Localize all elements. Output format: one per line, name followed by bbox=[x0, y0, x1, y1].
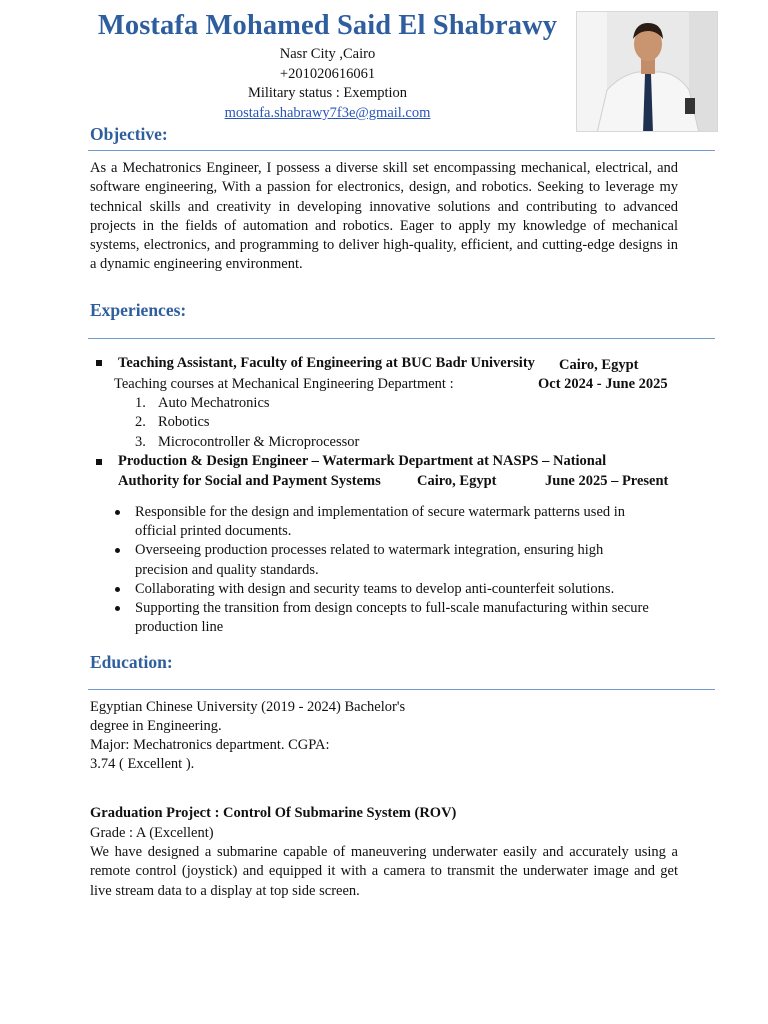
course-number: 1. bbox=[135, 395, 146, 411]
bullet-icon bbox=[115, 587, 120, 592]
education-heading: Education: bbox=[90, 652, 173, 672]
job1-dates: Oct 2024 - June 2025 bbox=[538, 376, 668, 392]
email-row bbox=[0, 104, 655, 124]
job1-location: Cairo, Egypt bbox=[559, 357, 639, 373]
project-title: Graduation Project : Control Of Submarine System (ROV) bbox=[90, 805, 457, 821]
education-line: 3.74 ( Excellent ). bbox=[90, 756, 195, 772]
responsibility-item: Overseeing production processes related to watermark integration, ensuring high bbox=[135, 542, 604, 558]
course-item: Auto Mechatronics bbox=[158, 395, 270, 411]
responsibility-item: Supporting the transition from design concepts to full-scale manufacturing within secure bbox=[135, 600, 649, 616]
job1-title: Teaching Assistant, Faculty of Engineering at BUC Badr University bbox=[118, 355, 535, 371]
course-item: Robotics bbox=[158, 414, 210, 430]
job1-subtitle: Teaching courses at Mechanical Engineering Department : bbox=[114, 376, 454, 392]
square-bullet-icon bbox=[96, 360, 102, 366]
profile-photo bbox=[576, 11, 718, 132]
square-bullet-icon bbox=[96, 459, 102, 465]
bullet-icon bbox=[115, 606, 120, 611]
responsibility-item-cont: official printed documents. bbox=[135, 523, 292, 539]
location-text: Nasr City ,Cairo bbox=[279, 46, 376, 62]
section-divider bbox=[88, 150, 715, 151]
education-line: Egyptian Chinese University (2019 - 2024) Bachelor's bbox=[90, 699, 406, 715]
email-link[interactable]: mostafa.shabrawy7f3e@gmail.com bbox=[224, 105, 431, 121]
job2-title: Production & Design Engineer – Watermark Department at NASPS – National bbox=[118, 453, 607, 469]
responsibility-item: Collaborating with design and security teams to develop anti-counterfeit solutions. bbox=[135, 581, 615, 597]
course-number: 2. bbox=[135, 414, 146, 430]
responsibility-item-cont: production line bbox=[135, 619, 224, 635]
military-status: Military status : Exemption bbox=[247, 85, 408, 101]
bullet-icon bbox=[115, 548, 120, 553]
education-line: Major: Mechatronics department. CGPA: bbox=[90, 737, 330, 753]
course-item: Microcontroller & Microprocessor bbox=[158, 434, 360, 450]
person-photo-icon bbox=[577, 12, 718, 132]
objective-heading: Objective: bbox=[90, 124, 168, 144]
bullet-icon bbox=[115, 510, 120, 515]
job2-location: Cairo, Egypt bbox=[417, 473, 497, 489]
responsibility-item-cont: precision and quality standards. bbox=[135, 562, 319, 578]
project-description: We have designed a submarine capable of maneuvering underwater easily and accurately using a remote control (joystick) and equipped it with a camera to transmit the underwater image and get live stream data to a display at top side screen. bbox=[90, 844, 678, 899]
section-divider bbox=[88, 338, 715, 339]
objective-text: As a Mechatronics Engineer, I possess a diverse skill set encompassing mechanical, electrical, and software engineering, With a passion for electronics, design, and robotics. Seeking to leverage my technical skills and creativity in developing innovative solutions and contributing to advanced projects in the fields of automation and robotics. Eager to apply my knowledge of mechanical systems, electronics, and programming to deliver high-quality, efficient, and cutting-edge designs in a dynamic engineering environment. bbox=[90, 160, 678, 273]
responsibility-item: Responsible for the design and implementation of secure watermark patterns used in bbox=[135, 504, 626, 520]
candidate-name: Mostafa Mohamed Said El Shabrawy bbox=[97, 10, 558, 41]
experiences-heading: Experiences: bbox=[90, 300, 187, 320]
phone-text: +201020616061 bbox=[279, 66, 376, 82]
section-divider bbox=[88, 689, 715, 690]
project-grade: Grade : A (Excellent) bbox=[90, 825, 214, 841]
job2-dates: June 2025 – Present bbox=[545, 473, 669, 489]
course-number: 3. bbox=[135, 434, 146, 450]
job2-title-cont: Authority for Social and Payment Systems bbox=[118, 473, 381, 489]
education-line: degree in Engineering. bbox=[90, 718, 222, 734]
